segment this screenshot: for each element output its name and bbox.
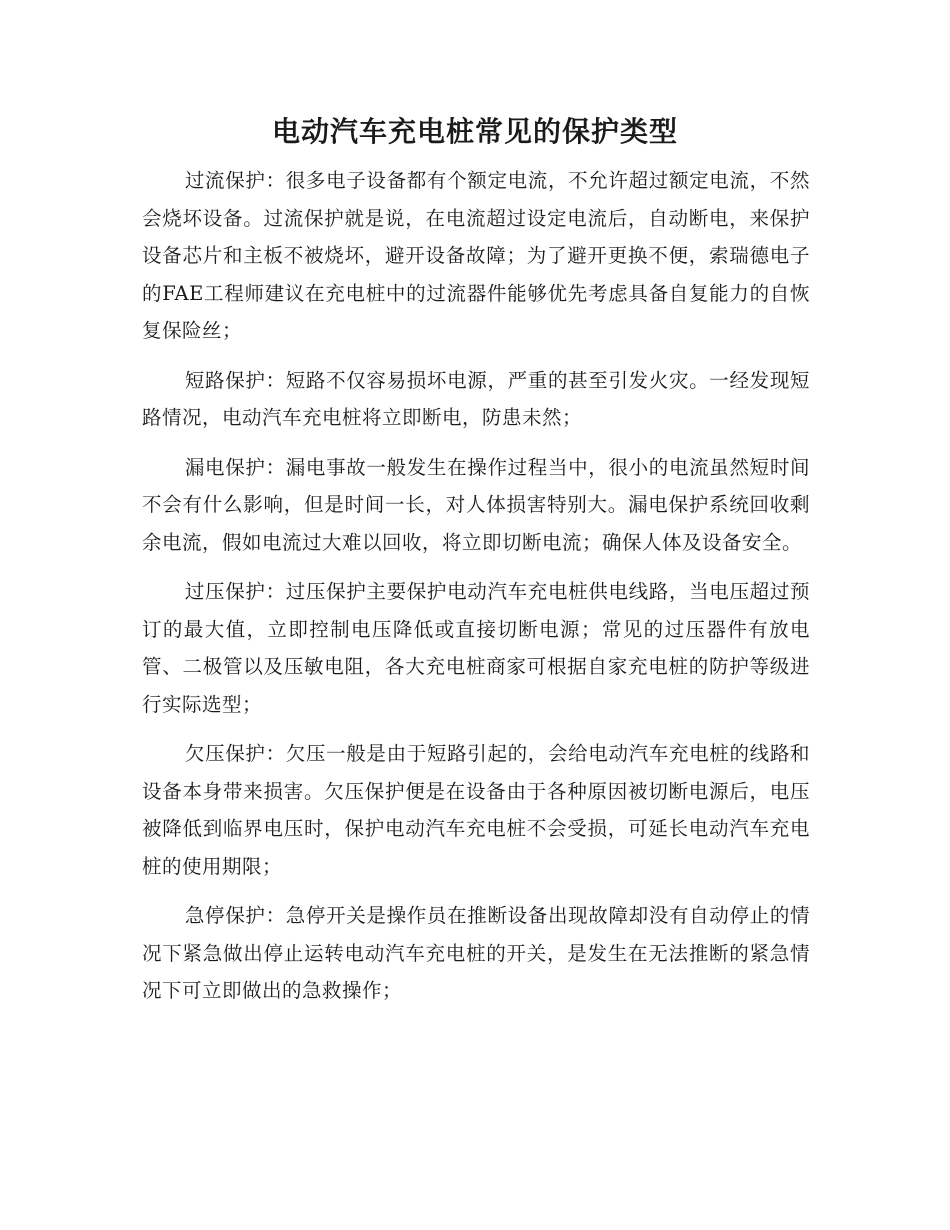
document-title: 电动汽车充电桩常见的保护类型 [271,115,678,148]
paragraph-overvoltage-protection: 过压保护：过压保护主要保护电动汽车充电桩供电线路，当电压超过预订的最大值，立即控制电压降低或直接切断电源；常见的过压器件有放电管、二极管以及压敏电阻，各大充电桩商家可根据自家充电桩的防护等级进行实际选型； [142,580,810,716]
paragraph-short-circuit-protection: 短路保护：短路不仅容易损坏电源，严重的甚至引发火灾。一经发现短路情况，电动汽车充电桩将立即断电，防患未然； [142,368,810,429]
paragraph-leakage-protection: 漏电保护：漏电事故一般发生在操作过程当中，很小的电流虽然短时间不会有什么影响，但是时间一长，对人体损害特别大。漏电保护系统回收剩余电流，假如电流过大难以回收，将立即切断电流；确保人体及设备安全。 [142,455,810,554]
paragraph-undervoltage-protection: 欠压保护：欠压一般是由于短路引起的，会给电动汽车充电桩的线路和设备本身带来损害。欠压保护便是在设备由于各种原因被切断电源后，电压被降低到临界电压时，保护电动汽车充电桩不会受损，可延长电动汽车充电桩的使用期限； [142,742,810,878]
paragraph-overcurrent-protection: 过流保护：很多电子设备都有个额定电流，不允许超过额定电流，不然会烧坏设备。过流保护就是说，在电流超过设定电流后，自动断电，来保护设备芯片和主板不被烧坏，避开设备故障；为了避开更换不便，索瑞德电子的FAE工程师建议在充电桩中的过流器件能够优先考虑具备自复能力的自恢复保险丝； [142,169,810,342]
document-body [142,162,810,1022]
paragraph-emergency-stop-protection: 急停保护：急停开关是操作员在推断设备出现故障却没有自动停止的情况下紧急做出停止运转电动汽车充电桩的开关，是发生在无法推断的紧急情况下可立即做出的急救操作； [142,904,810,1002]
